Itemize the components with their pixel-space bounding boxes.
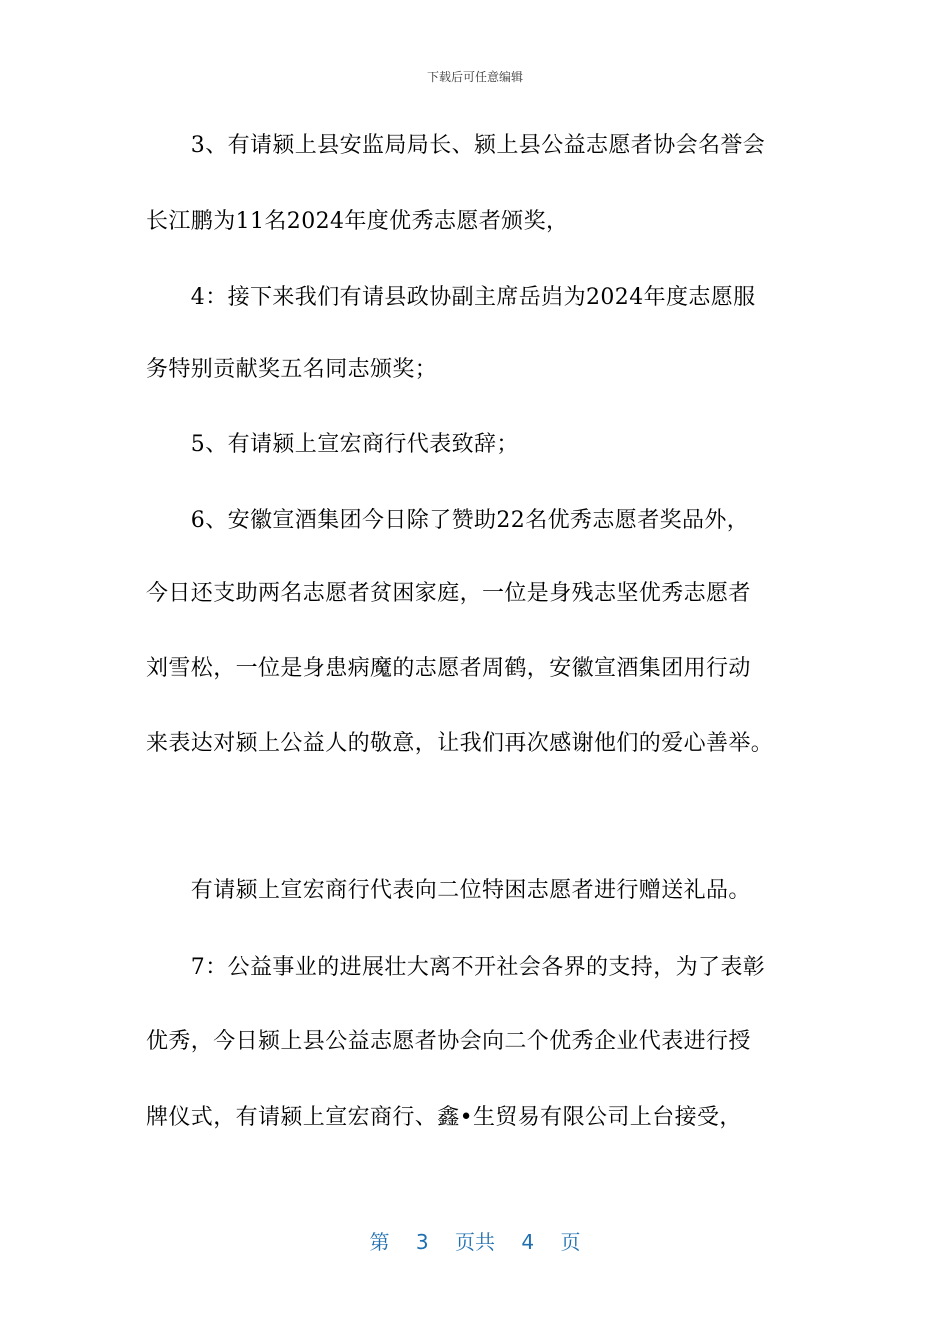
paragraph-line: 7：公益事业的进展壮大离不开社会各界的支持，为了表彰: [146, 955, 766, 980]
paragraph-line: 长江鹏为11名2024年度优秀志愿者颁奖，: [146, 209, 569, 234]
paragraph-line: 3、有请颍上县安监局局长、颍上县公益志愿者协会名誉会: [146, 133, 766, 158]
footer-middle: 页共: [455, 1230, 495, 1254]
footer-prefix: 第: [369, 1230, 390, 1254]
paragraph-line: 来表达对颍上公益人的敬意，让我们再次感谢他们的爱心善举。: [146, 731, 774, 756]
paragraph-line: 刘雪松，一位是身患病魔的志愿者周鹤，安徽宣酒集团用行动: [146, 656, 751, 681]
paragraph-line: 有请颍上宣宏商行代表向二位特困志愿者进行赠送礼品。: [146, 878, 751, 903]
paragraph-line: 务特别贡献奖五名同志颁奖；: [146, 357, 438, 382]
page-footer: [0, 1226, 950, 1255]
paragraph-line: 今日还支助两名志愿者贫困家庭，一位是身残志坚优秀志愿者: [146, 581, 751, 606]
paragraph-line: 5、有请颍上宣宏商行代表致辞；: [146, 432, 519, 457]
paragraph-line: 优秀，今日颍上县公益志愿者协会向二个优秀企业代表进行授: [146, 1029, 751, 1054]
footer-total-pages: 4: [521, 1230, 535, 1254]
paragraph-line: 6、安徽宣酒集团今日除了赞助22名优秀志愿者奖品外，: [146, 508, 750, 533]
page-header: 下载后可任意编辑: [426, 70, 523, 84]
paragraph-line: 4：接下来我们有请县政协副主席岳岿为2024年度志愿服: [146, 285, 756, 310]
paragraph-line: 牌仪式，有请颍上宣宏商行、鑫•生贸易有限公司上台接受，: [146, 1105, 742, 1130]
footer-suffix: 页: [560, 1230, 581, 1254]
footer-current-page: 3: [415, 1230, 429, 1254]
